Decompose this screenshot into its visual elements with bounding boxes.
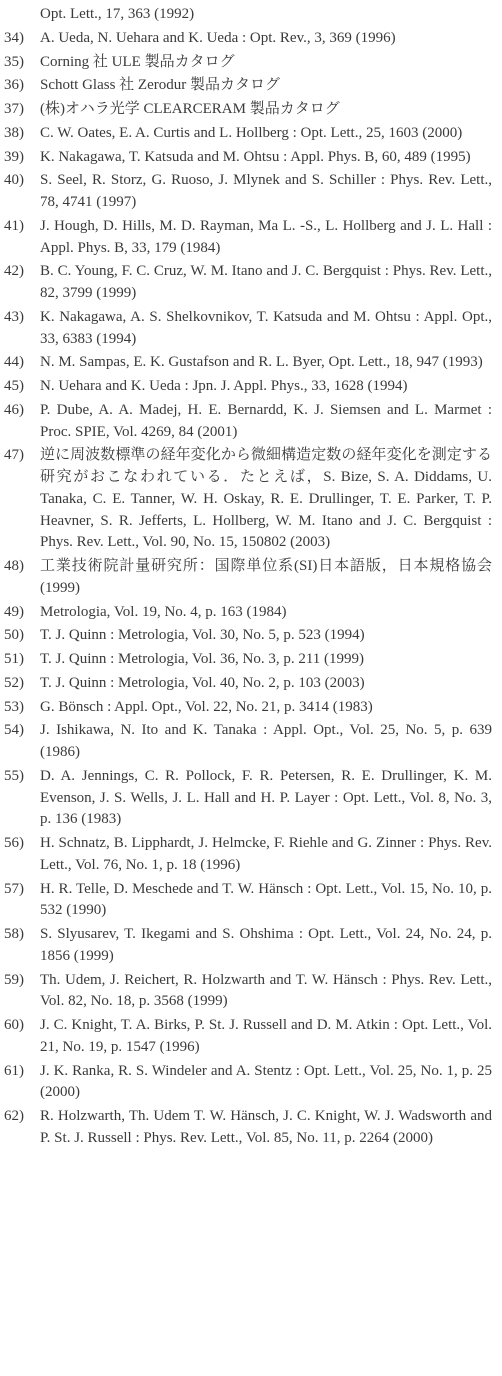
reference-text: H. Schnatz, B. Lipphardt, J. Helmcke, F. Riehle and G. Zinner : Phys. Rev. Lett., Vol. 76, No. 1, p. 18 (1996)	[40, 835, 492, 873]
reference-number: 40)	[4, 172, 24, 189]
reference-number: 52)	[4, 674, 24, 691]
reference-item	[4, 170, 492, 214]
reference-number: 37)	[4, 101, 24, 117]
reference-text: G. Bönsch : Appl. Opt., Vol. 22, No. 21, p. 3414 (1983)	[40, 698, 373, 715]
reference-text: 工業技術院計量研究所：国際単位系(SI)日本語版，日本規格協会(1999)	[40, 558, 492, 596]
reference-item	[4, 879, 492, 923]
reference-item	[4, 720, 492, 764]
reference-number: 36)	[4, 77, 24, 94]
reference-number: 46)	[4, 401, 24, 418]
reference-entries	[4, 28, 492, 1150]
reference-item	[4, 28, 492, 50]
reference-number: 35)	[4, 53, 24, 70]
reference-item	[4, 75, 492, 97]
reference-text: Th. Udem, J. Reichert, R. Holzwarth and T. W. Hänsch : Phys. Rev. Lett., Vol. 82, No. 18, p. 3568 (1999)	[40, 971, 492, 1010]
reference-number: 61)	[4, 1062, 24, 1079]
reference-item	[4, 673, 492, 695]
reference-item	[4, 147, 492, 169]
reference-text: D. A. Jennings, C. R. Pollock, F. R. Petersen, R. E. Drullinger, K. M. Evenson, J. S. Wells, J. L. Hall and H. P. Layer : Opt. Lett., Vol. 8, No. 3, p. 136 (1983)	[40, 767, 492, 828]
reference-item	[4, 216, 492, 260]
reference-number: 34)	[4, 29, 24, 46]
reference-item	[4, 52, 492, 74]
reference-item	[4, 556, 492, 600]
reference-text: Metrologia, Vol. 19, No. 4, p. 163 (1984)	[40, 603, 287, 620]
reference-number: 58)	[4, 926, 24, 942]
reference-number: 48)	[4, 558, 24, 574]
reference-number: 45)	[4, 378, 24, 394]
reference-number: 38)	[4, 124, 24, 141]
reference-continuation: Opt. Lett., 17, 363 (1992)	[40, 6, 195, 22]
reference-item	[4, 766, 492, 831]
reference-text: S. Seel, R. Storz, G. Ruoso, J. Mlynek and S. Schiller : Phys. Rev. Lett., 78, 4741 (1997)	[40, 172, 492, 210]
reference-text: J. Ishikawa, N. Ito and K. Tanaka : Appl. Opt., Vol. 25, No. 5, p. 639 (1986)	[40, 722, 492, 760]
reference-text: J. Hough, D. Hills, M. D. Rayman, Ma L. -S., L. Hollberg and J. L. Hall : Appl. Phys. B, 33, 179 (1984)	[40, 217, 492, 256]
reference-item	[4, 970, 492, 1014]
reference-text: 逆に周波数標準の経年変化から微細構造定数の経年変化を測定する研究がおこなわれている．たとえば，S. Bize, S. A. Diddams, U. Tanaka, C. E. Tanner, W. H. Oskay, R. E. Drullinger, T. E. Parker, T. P. Heavner, S. R. Jefferts, L. Hollberg, W. M. Itano and J. C. Bergquist : Phys. Rev. Lett., Vol. 90, No. 15, 150802 (2003)	[40, 447, 492, 551]
reference-item	[4, 445, 492, 554]
reference-text: K. Nakagawa, T. Katsuda and M. Ohtsu : Appl. Phys. B, 60, 489 (1995)	[40, 148, 471, 165]
reference-item	[4, 376, 492, 398]
reference-item	[4, 1106, 492, 1150]
reference-text: Schott Glass 社 Zerodur 製品カタログ	[40, 77, 280, 94]
reference-item	[4, 924, 492, 968]
reference-text: P. Dube, A. A. Madej, H. E. Bernardd, K. J. Siemsen and L. Marmet : Proc. SPIE, Vol. 4269, 84 (2001)	[40, 401, 492, 440]
reference-text: Corning 社 ULE 製品カタログ	[40, 53, 235, 70]
reference-item	[4, 625, 492, 647]
reference-text: A. Ueda, N. Uehara and K. Ueda : Opt. Rev., 3, 369 (1996)	[40, 29, 396, 46]
reference-item	[4, 400, 492, 444]
reference-item	[4, 649, 492, 671]
reference-item	[4, 352, 492, 374]
reference-item	[4, 99, 492, 121]
reference-number: 55)	[4, 767, 24, 784]
reference-text: J. K. Ranka, R. S. Windeler and A. Stentz : Opt. Lett., Vol. 25, No. 1, p. 25 (2000)	[40, 1062, 492, 1101]
reference-number: 44)	[4, 354, 24, 371]
reference-item	[4, 123, 492, 145]
reference-text: N. Uehara and K. Ueda : Jpn. J. Appl. Phys., 33, 1628 (1994)	[40, 378, 408, 394]
reference-number: 39)	[4, 148, 24, 165]
reference-item	[4, 261, 492, 305]
reference-number: 47)	[4, 447, 24, 464]
reference-text: K. Nakagawa, A. S. Shelkovnikov, T. Katsuda and M. Ohtsu : Appl. Opt., 33, 6383 (1994)	[40, 308, 492, 347]
reference-number: 53)	[4, 698, 24, 715]
reference-number: 56)	[4, 835, 24, 851]
reference-item	[4, 1061, 492, 1105]
reference-item	[4, 1015, 492, 1059]
reference-text: S. Slyusarev, T. Ikegami and S. Ohshima : Opt. Lett., Vol. 24, No. 24, p. 1856 (1999)	[40, 926, 492, 964]
reference-number: 59)	[4, 971, 24, 988]
reference-text: H. R. Telle, D. Meschede and T. W. Hänsch : Opt. Lett., Vol. 15, No. 10, p. 532 (1990)	[40, 880, 492, 919]
reference-text: C. W. Oates, E. A. Curtis and L. Hollberg : Opt. Lett., 25, 1603 (2000)	[40, 124, 463, 141]
reference-item	[4, 307, 492, 351]
reference-number: 51)	[4, 651, 24, 667]
reference-number: 50)	[4, 627, 24, 644]
reference-number: 49)	[4, 603, 24, 620]
reference-text: B. C. Young, F. C. Cruz, W. M. Itano and J. C. Bergquist : Phys. Rev. Lett., 82, 3799 (1999)	[40, 263, 492, 301]
reference-item	[4, 833, 492, 877]
reference-number: 54)	[4, 722, 24, 739]
reference-number: 57)	[4, 880, 24, 897]
reference-item	[4, 697, 492, 719]
reference-text: (株)オハラ光学 CLEARCERAM 製品カタログ	[40, 101, 340, 117]
reference-item	[4, 602, 492, 624]
reference-number: 62)	[4, 1108, 24, 1124]
reference-number: 41)	[4, 217, 24, 234]
reference-number: 60)	[4, 1017, 24, 1033]
reference-text: N. M. Sampas, E. K. Gustafson and R. L. Byer, Opt. Lett., 18, 947 (1993)	[40, 354, 483, 371]
reference-text: T. J. Quinn : Metrologia, Vol. 40, No. 2, p. 103 (2003)	[40, 674, 365, 691]
reference-text: R. Holzwarth, Th. Udem T. W. Hänsch, J. C. Knight, W. J. Wadsworth and P. St. J. Russell : Phys. Rev. Lett., Vol. 85, No. 11, p. 2264 (2000)	[40, 1108, 492, 1146]
reference-number: 42)	[4, 263, 24, 280]
reference-number: 43)	[4, 308, 24, 325]
reference-text: J. C. Knight, T. A. Birks, P. St. J. Russell and D. M. Atkin : Opt. Lett., Vol. 21, No. 19, p. 1547 (1996)	[40, 1017, 492, 1055]
reference-text: T. J. Quinn : Metrologia, Vol. 30, No. 5, p. 523 (1994)	[40, 627, 365, 644]
reference-text: T. J. Quinn : Metrologia, Vol. 36, No. 3, p. 211 (1999)	[40, 651, 365, 667]
